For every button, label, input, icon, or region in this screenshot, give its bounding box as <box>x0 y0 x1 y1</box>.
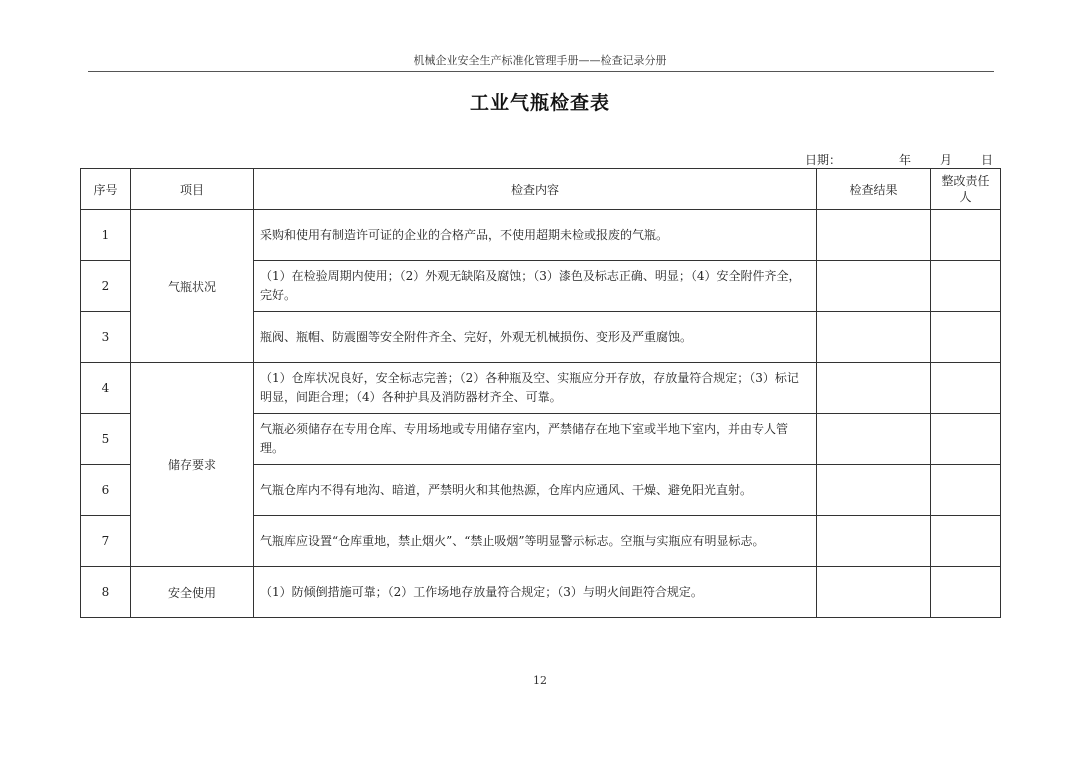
check-content: 采购和使用有制造许可证的企业的合格产品，不使用超期未检或报废的气瓶。 <box>254 210 817 261</box>
date-day: 日 <box>981 153 994 167</box>
row-number: 2 <box>81 261 131 312</box>
table-row <box>81 210 1001 261</box>
table-row <box>81 567 1001 618</box>
row-number: 8 <box>81 567 131 618</box>
running-header: 机械企业安全生产标准化管理手册——检查记录分册 <box>413 54 667 67</box>
check-content: （1）防倾倒措施可靠；（2）工作场地存放量符合规定；（3）与明火间距符合规定。 <box>254 567 817 618</box>
date-month: 月 <box>940 153 953 167</box>
responsible-cell[interactable] <box>931 363 1001 414</box>
result-cell[interactable] <box>817 567 931 618</box>
result-cell[interactable] <box>817 516 931 567</box>
check-content: 瓶阀、瓶帽、防震圈等安全附件齐全、完好，外观无机械损伤、变形及严重腐蚀。 <box>254 312 817 363</box>
page-number: 12 <box>533 674 547 687</box>
check-content: （1）仓库状况良好，安全标志完善；（2）各种瓶及空、实瓶应分开存放，存放量符合规定；（3）标记明显，间距合理；（4）各种护具及消防器材齐全、可靠。 <box>254 363 817 414</box>
inspection-table <box>80 168 1001 618</box>
responsible-cell[interactable] <box>931 516 1001 567</box>
responsible-cell[interactable] <box>931 312 1001 363</box>
responsible-cell[interactable] <box>931 567 1001 618</box>
date-label: 日期： <box>805 153 842 167</box>
check-content: 气瓶必须储存在专用仓库、专用场地或专用储存室内，严禁储存在地下室或半地下室内，并由专人管理。 <box>254 414 817 465</box>
item-category: 储存要求 <box>131 363 254 567</box>
row-number: 4 <box>81 363 131 414</box>
item-category: 气瓶状况 <box>131 210 254 363</box>
responsible-cell[interactable] <box>931 414 1001 465</box>
result-cell[interactable] <box>817 363 931 414</box>
check-content: （1）在检验周期内使用；（2）外观无缺陷及腐蚀；（3）漆色及标志正确、明显；（4）安全附件齐全，完好。 <box>254 261 817 312</box>
result-cell[interactable] <box>817 210 931 261</box>
item-category: 安全使用 <box>131 567 254 618</box>
result-cell[interactable] <box>817 261 931 312</box>
result-cell[interactable] <box>817 312 931 363</box>
header-divider <box>88 71 994 72</box>
col-header-num: 序号 <box>81 169 131 210</box>
col-header-item: 项目 <box>131 169 254 210</box>
check-content: 气瓶仓库内不得有地沟、暗道，严禁明火和其他热源，仓库内应通风、干燥、避免阳光直射。 <box>254 465 817 516</box>
col-header-content: 检查内容 <box>254 169 817 210</box>
row-number: 3 <box>81 312 131 363</box>
result-cell[interactable] <box>817 465 931 516</box>
page-title: 工业气瓶检查表 <box>469 92 610 114</box>
result-cell[interactable] <box>817 414 931 465</box>
row-number: 1 <box>81 210 131 261</box>
row-number: 5 <box>81 414 131 465</box>
row-number: 6 <box>81 465 131 516</box>
responsible-cell[interactable] <box>931 210 1001 261</box>
col-header-result: 检查结果 <box>817 169 931 210</box>
responsible-cell[interactable] <box>931 465 1001 516</box>
table-header-row <box>81 169 1001 210</box>
responsible-cell[interactable] <box>931 261 1001 312</box>
check-content: 气瓶库应设置“仓库重地，禁止烟火”、“禁止吸烟”等明显警示标志。空瓶与实瓶应有明显标志。 <box>254 516 817 567</box>
col-header-responsible: 整改责任人 <box>931 169 1001 210</box>
row-number: 7 <box>81 516 131 567</box>
table-row <box>81 363 1001 414</box>
date-year: 年 <box>899 153 912 167</box>
